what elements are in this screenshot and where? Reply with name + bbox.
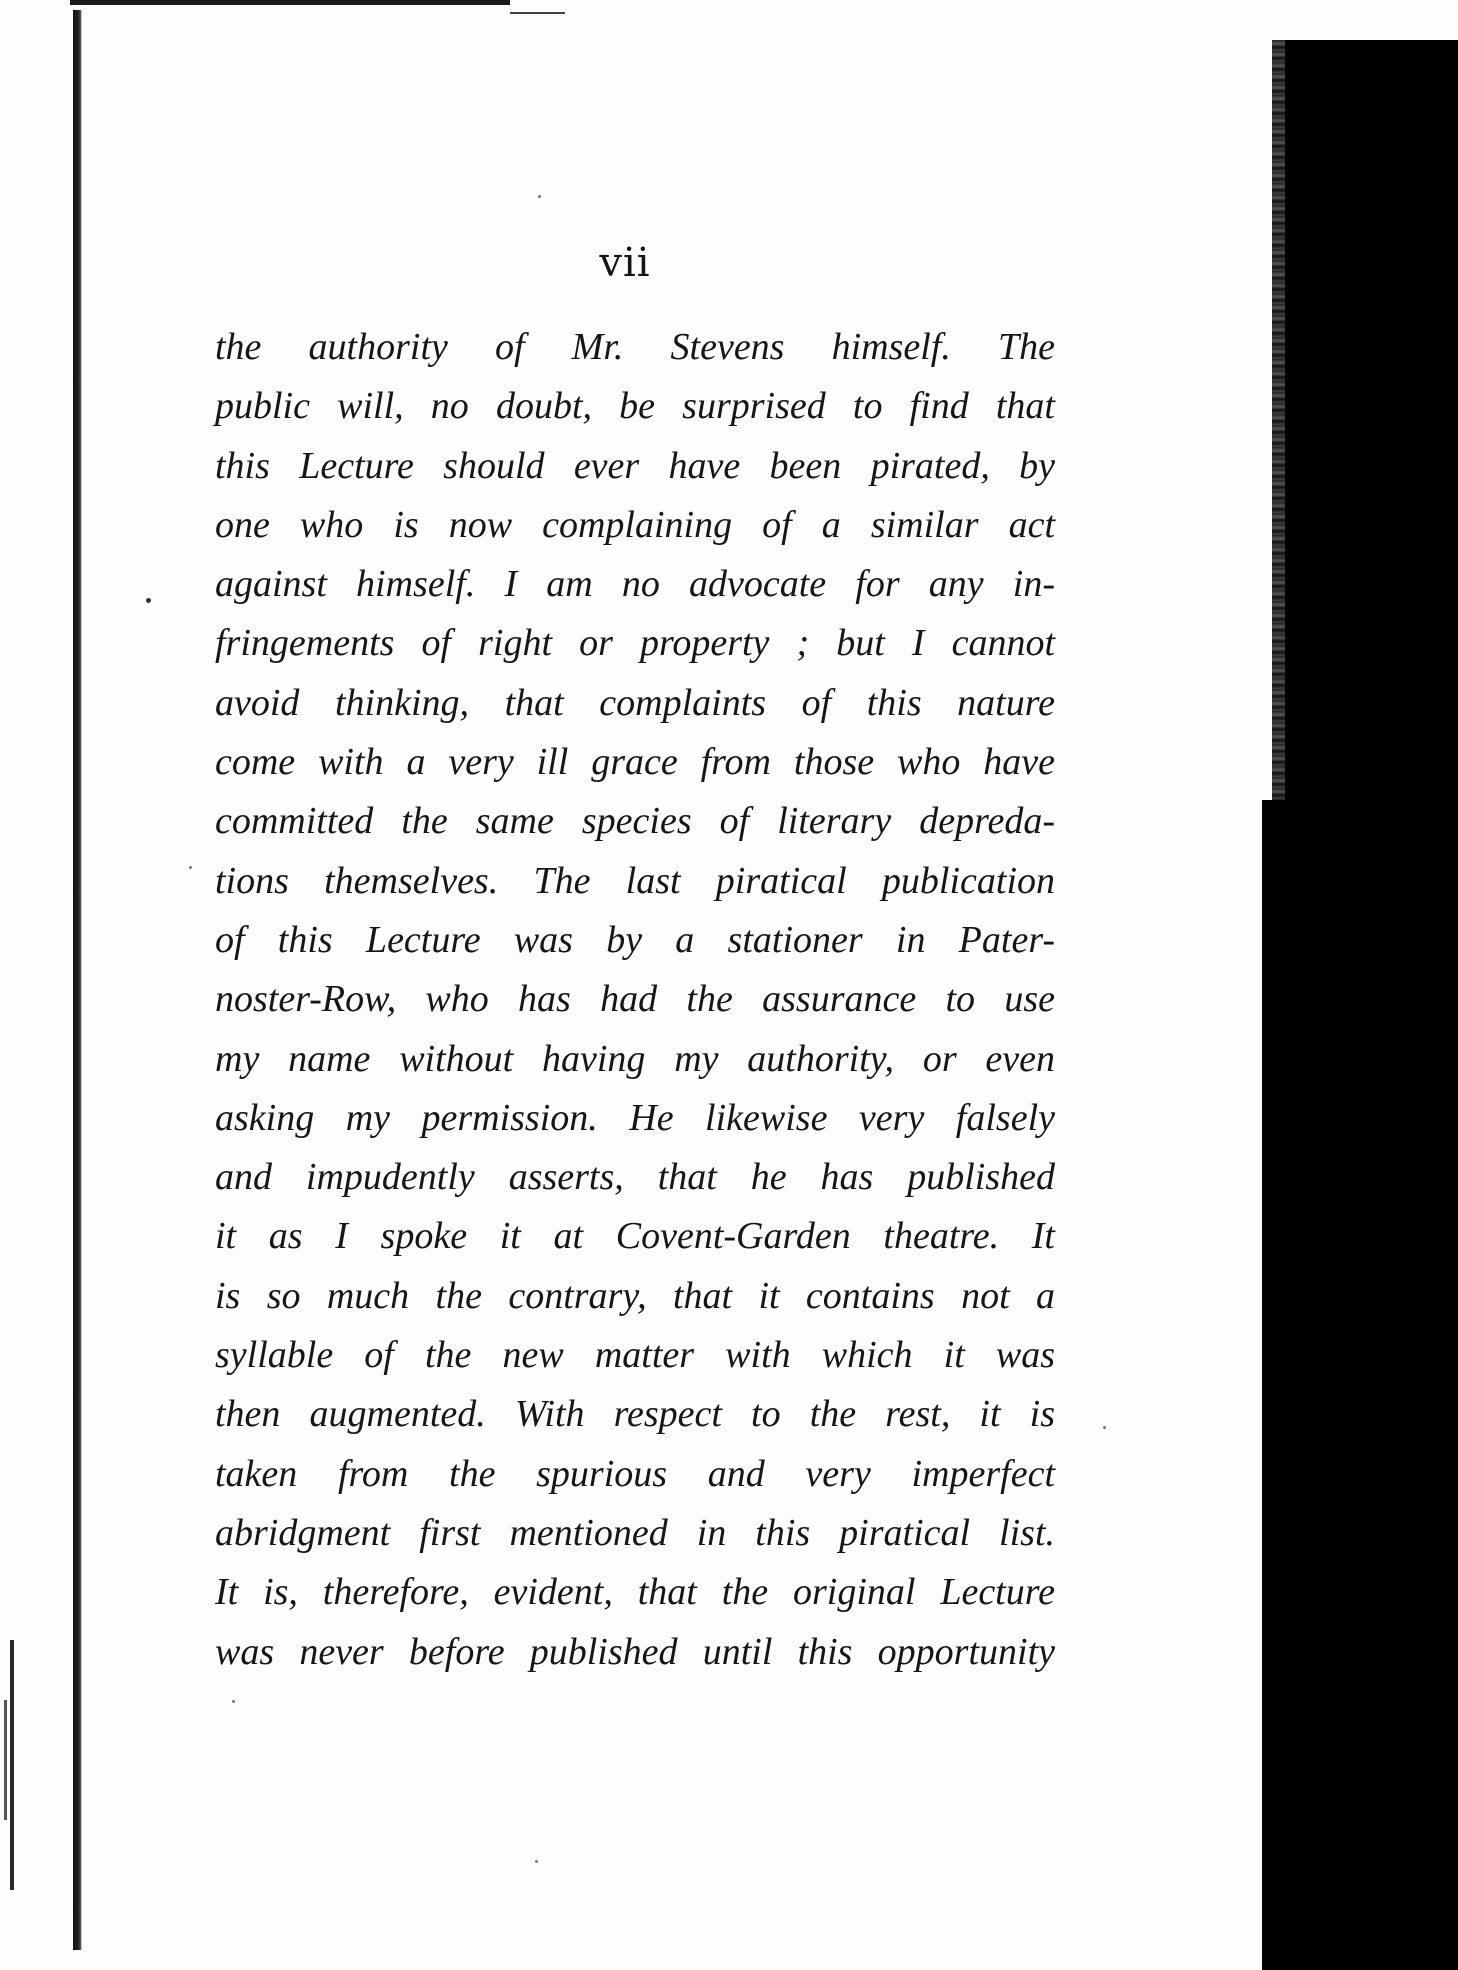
text-line: abridgment first mentioned in this piratical list. — [215, 1511, 1055, 1554]
text-line: against himself. I am no advocate for any in- — [215, 563, 1055, 606]
top-scan-rule — [70, 0, 510, 5]
text-line: public will, no doubt, be surprised to find that — [215, 385, 1055, 428]
text-line: tions themselves. The last piratical publication — [215, 859, 1055, 902]
page-number: vii — [599, 240, 651, 286]
text-line: and impudently asserts, that he has published — [215, 1156, 1055, 1199]
text-line: come with a very ill grace from those who have — [215, 741, 1055, 784]
text-line: the authority of Mr. Stevens himself. The — [215, 326, 1055, 368]
text-line: it as I spoke it at Covent-Garden theatre. It — [215, 1215, 1055, 1258]
scan-speck — [1103, 1426, 1106, 1429]
text-line: committed the same species of literary depreda- — [215, 800, 1055, 843]
text-line: asking my permission. He likewise very falsely — [215, 1096, 1055, 1139]
body-paragraph — [215, 318, 1055, 1682]
text-line: avoid thinking, that complaints of this nature — [215, 681, 1055, 724]
text-line: It is, therefore, evident, that the original Lecture — [215, 1571, 1055, 1614]
left-binding-edge — [73, 10, 82, 1950]
text-line: this Lecture should ever have been pirated, by — [215, 444, 1055, 487]
text-line: my name without having my authority, or even — [215, 1037, 1055, 1080]
scan-speck — [538, 195, 541, 198]
scan-speck — [535, 1860, 538, 1863]
binding-speck — [10, 1640, 14, 1890]
text-line: taken from the spurious and very imperfect — [215, 1452, 1055, 1495]
text-line: of this Lecture was by a stationer in Pater- — [215, 918, 1055, 961]
scan-speck — [232, 1700, 235, 1703]
scan-speck — [146, 598, 151, 603]
text-line: fringements of right or property ; but I cannot — [215, 622, 1055, 665]
text-line: then augmented. With respect to the rest, it is — [215, 1393, 1055, 1436]
scan-speck — [189, 866, 192, 869]
text-line: was never before published until this opportunity — [215, 1630, 1055, 1673]
top-scan-rule-fragment — [510, 12, 565, 14]
text-line: one who is now complaining of a similar act — [215, 503, 1055, 546]
text-line: noster-Row, who has had the assurance to use — [215, 978, 1055, 1021]
right-scan-shadow-lower — [1262, 800, 1288, 1970]
text-line: syllable of the new matter with which it was — [215, 1334, 1055, 1377]
text-line: is so much the contrary, that it contains not a — [215, 1274, 1055, 1317]
binding-speck — [4, 1700, 7, 1820]
right-scan-shadow — [1285, 40, 1458, 1970]
